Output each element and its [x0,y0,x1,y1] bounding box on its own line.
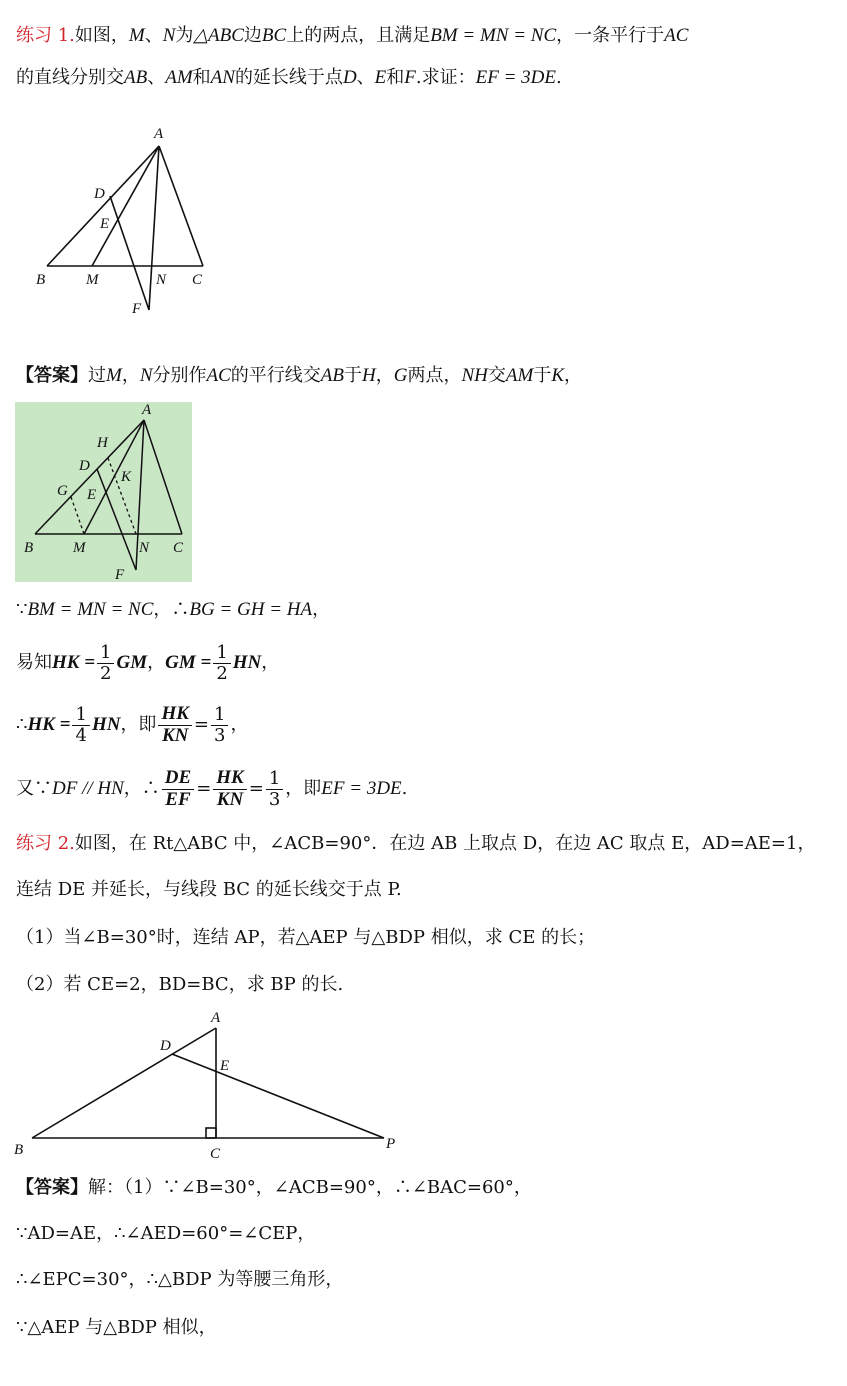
text: 解：（1）∵∠B=30°，∠ACB=90°，∴∠BAC=60°， [88,1177,532,1198]
var: NH [461,365,488,386]
numerator: 1 [266,769,283,790]
denominator: KN [161,724,189,746]
var: DF // HN [52,778,124,799]
text: ，一条平行于 [556,25,665,46]
text: 于 [344,365,363,386]
denominator: EF [165,788,191,810]
ans2-line-3: ∴∠EPC=30°，∴△BDP 为等腰三角形， [16,1269,344,1290]
var: BM = MN = NC [430,25,557,46]
fig-label-e: E [220,1058,230,1074]
var: HN [91,714,121,735]
var: AM [165,67,193,88]
numerator: HK [213,768,246,790]
fig-label-k: K [121,469,132,485]
text: ∴ [16,714,28,735]
var: BG = GH = HA [189,599,313,620]
fig-label-b: B [14,1142,24,1158]
text: 、 [356,67,375,88]
text: 于 [533,365,552,386]
text: 、 [147,67,166,88]
ans1-line-5 [16,766,407,812]
numerator: 1 [72,705,89,726]
text: ， [312,599,331,620]
var: N [139,365,153,386]
denominator: 2 [216,662,228,684]
var: F [404,67,416,88]
segment-df [110,196,149,310]
fig-label-n: N [139,540,150,556]
segment-dp [172,1054,384,1138]
var: K [551,365,565,386]
var: BC [261,25,287,46]
var: △ABC [193,25,244,46]
numerator: 1 [211,705,228,726]
var: GM [116,652,148,673]
var: E [374,67,387,88]
fig-label-e: E [87,487,97,503]
ans2-line-1 [16,1174,532,1202]
text: 和 [386,67,405,88]
fig-label-a: A [154,126,164,142]
numerator: 1 [97,643,114,664]
fig-label-c: C [210,1146,221,1162]
var: HN [232,652,262,673]
fraction [213,768,246,811]
text: = [196,778,212,799]
ans1-line-4 [16,702,248,748]
ex2-line-2: 连结 DE 并延长，与线段 BC 的延长线交于点 P. [16,879,402,900]
fig-label-e: E [100,216,110,232]
text: ， [564,365,583,386]
text: 上的两点，且满足 [286,25,431,46]
ans2-line-2: ∵AD=AE，∴∠AED=60°=∠CEP， [16,1223,316,1244]
var: BM = MN = NC [27,599,154,620]
text: ，即 [285,778,322,799]
fraction [211,705,228,746]
fig-label-c: C [173,540,184,556]
text: 的平行线交 [230,365,321,386]
text: .求证： [415,67,476,88]
text: 、 [144,25,163,46]
text: 和 [192,67,211,88]
text: 分别作 [152,365,207,386]
fig-label-a: A [211,1010,221,1026]
ex2-figure [10,1004,410,1164]
var: AC [206,365,231,386]
denominator: 2 [100,662,112,684]
fig-label-g: G [57,483,68,499]
var: GM = [165,652,212,673]
var: M [106,365,122,386]
answer-tag: 【答案】 [16,365,88,386]
text: ，即 [120,714,157,735]
figure-background [15,402,192,582]
var: M [128,25,145,46]
var: HK = [52,652,96,673]
segment-ab [32,1028,216,1138]
ans1-line-2 [16,596,330,624]
text: = [248,778,264,799]
ex1-figure [20,118,220,318]
ex2-line-1 [16,830,815,858]
text: . [401,778,408,799]
denominator: KN [216,788,244,810]
segment-ab [47,146,159,266]
var: G [393,365,408,386]
numerator: 1 [213,643,230,664]
ex1-label: 练习 1. [16,25,75,46]
text: 如图，在 Rt△ABC 中，∠ACB=90°．在边 AB 上取点 D，在边 AC 取点 E，AD=AE=1， [74,833,816,854]
fraction [213,643,230,684]
var: EF = 3DE [321,778,402,799]
denominator: 3 [213,724,226,746]
fig-label-d: D [79,458,90,474]
fig-label-m: M [73,540,86,556]
fig-label-d: D [160,1038,171,1054]
fig-label-h: H [97,435,108,451]
ex2-line-3: （1）当∠B=30°时，连结 AP，若△AEP 与△BDP 相似，求 CE 的长； [16,927,596,948]
text: 两点， [407,365,462,386]
ans1-line-1 [16,362,582,390]
ans2-line-4: ∵△AEP 与△BDP 相似， [16,1317,217,1338]
fig-label-b: B [36,272,46,288]
text: ， [375,365,394,386]
denominator: 3 [268,788,281,810]
text: 边 [243,25,262,46]
text: 过 [88,365,106,386]
var: AM [505,365,534,386]
text: 交 [487,365,506,386]
var: AB [124,67,148,88]
ex1-line-2 [16,64,562,92]
fig-label-c: C [192,272,203,288]
text: = [193,714,209,735]
text: 的延长线于点 [234,67,343,88]
text: ，∴ [153,599,190,620]
text: ，∴ [123,778,160,799]
numerator: DE [162,768,194,790]
fig-label-f: F [115,567,125,582]
answer-tag: 【答案】 [16,1177,88,1198]
text: ， [147,652,166,673]
fig-label-a: A [142,402,152,418]
fraction [158,704,191,747]
text: 易知 [16,652,52,673]
fig-label-p: P [386,1136,396,1152]
ex2-label: 练习 2. [16,833,75,854]
numerator: HK [158,704,191,726]
text: 为 [175,25,194,46]
ex2-line-4: （2）若 CE=2，BD=BC，求 BP 的长. [16,974,344,995]
fig-label-d: D [94,186,105,202]
fraction [97,643,114,684]
var: AC [664,25,689,46]
var: EF = 3DE [475,67,556,88]
segment-ac [159,146,203,266]
fraction [266,769,283,810]
text: 的直线分别交 [16,67,124,88]
var: H [362,365,376,386]
var: HK = [27,714,71,735]
text: 如图， [74,25,129,46]
right-angle-mark [206,1128,216,1138]
text: 又∵ [16,778,52,799]
ans1-figure [15,402,192,582]
fig-label-n: N [156,272,167,288]
fig-label-m: M [86,272,99,288]
text: ， [261,652,280,673]
var: AB [320,365,345,386]
fraction [162,768,194,811]
fig-label-b: B [24,540,34,556]
var: D [342,67,357,88]
text: ∵ [16,599,28,620]
var: N [162,25,176,46]
text: . [556,67,562,88]
ans1-line-3 [16,640,279,686]
text: ， [121,365,140,386]
ex1-line-1 [16,22,688,50]
fig-label-f: F [132,301,142,317]
var: AN [210,67,235,88]
fraction [72,705,89,746]
denominator: 4 [75,724,87,746]
text: ， [230,714,249,735]
